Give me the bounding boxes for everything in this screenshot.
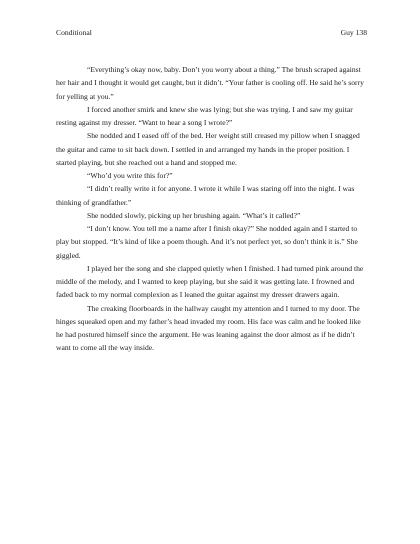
paragraph: She nodded and I eased off of the bed. Her weight still creased my pillow when I snagged the guitar and came to sit back down. I settled in and arranged my hands in the proper position. I started playing, but she reached out a hand and stopped me.	[56, 131, 360, 167]
paragraph: I forced another smirk and knew she was lying; but she was trying. I and saw my guitar resting against my dresser. “Want to hear a song I wrote?”	[56, 104, 353, 127]
paragraph: I played her the song and she clapped quietly when I finished. I had turned pink around the middle of the melody, and I wanted to keep playing, but she said it was getting late. I frowned and faded back to my normal complexion as I leaned the guitar against my dresser drawers again.	[56, 263, 364, 300]
page-number: Guy 138	[340, 28, 367, 37]
header-title: Conditional	[56, 28, 92, 37]
paragraph: “Everything’s okay now, baby. Don’t you worry about a thing.” The brush scraped against her hair and I thought it would get caught, but it didn’t. “Your father is cooling off. He said he’s sorry for yelling at you.”	[56, 65, 364, 101]
running-header	[56, 27, 367, 39]
paragraph: The creaking floorboards in the hallway caught my attention and I turned to my door. The hinges squeaked open and my father’s head invaded my room. His face was calm and he looked like he had postured himself since the argument. He was leaning against the door almost as if he didn’t want to come all the way inside.	[56, 303, 361, 353]
paragraph: “Who’d you write this for?”	[87, 171, 173, 180]
body-text	[56, 63, 368, 355]
paragraph: “I didn’t really write it for anyone. I wrote it while I was staring off into the night. I was thinking of grandfather.”	[56, 184, 355, 207]
paragraph: “I don’t know. You tell me a name after I finish okay?” She nodded again and I started to play but stopped. “It’s kind of like a poem though. And it’s not perfect yet, so don’t think it is.” She giggled.	[56, 224, 358, 260]
paragraph: She nodded slowly, picking up her brushing again. “What’s it called?”	[87, 210, 301, 220]
